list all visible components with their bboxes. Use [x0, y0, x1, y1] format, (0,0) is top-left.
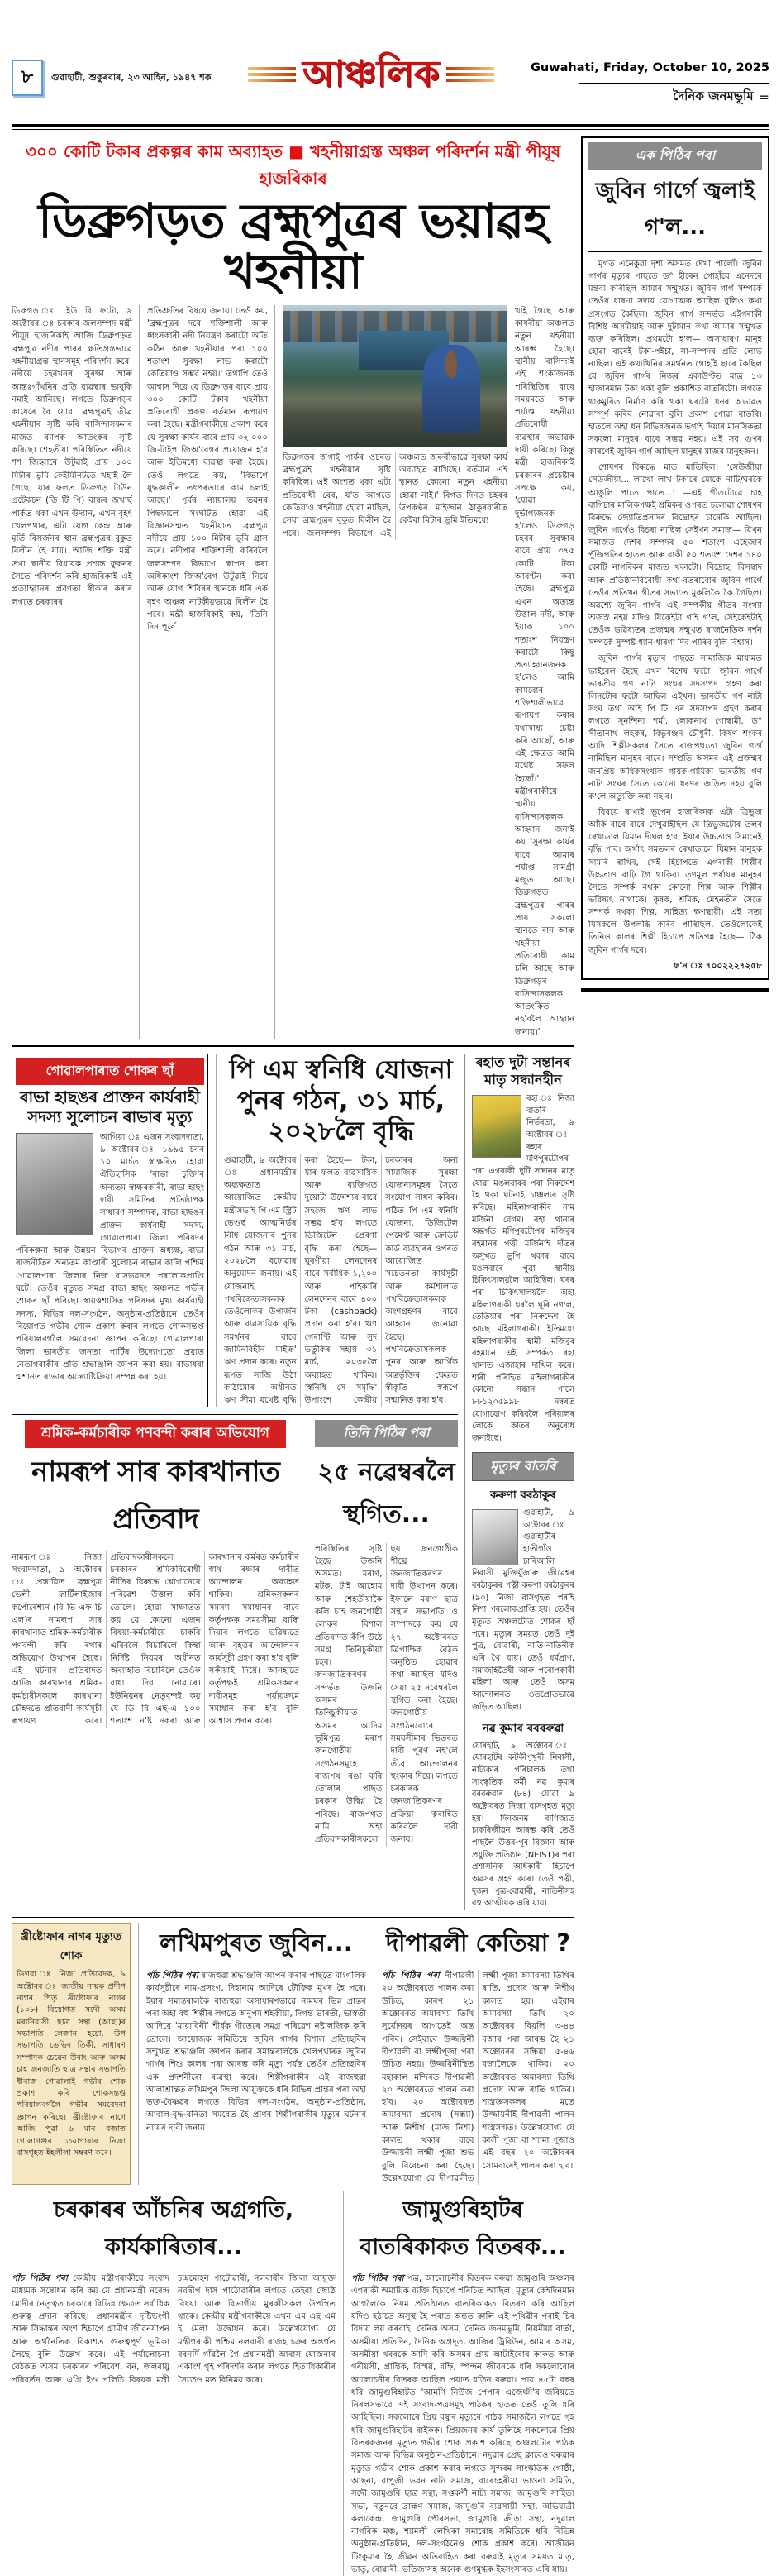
zubeen-band: এক পিঠিৰ পৰা: [588, 142, 762, 170]
sarkar-lead-in: পাঁচ পিঠিৰ পৰা: [12, 2274, 68, 2284]
rabha-portrait-photo: [16, 1133, 93, 1235]
lead-body-col1: ডিব্ৰুগড় ঃ ইউ বি ফটো, ৯ অক্টোবৰ ঃ চৰকাৰ জলসম্পদ মন্ত্ৰী পীযূষ হাজৰিকাই আজি ডিব্ৰুগড়ত ব্ৰহ্মপুত্ৰ নদীৰ পাৰৰ ক্ষতিগ্ৰস্তভাৱে খহনীয়াগ্ৰস্ত স্থানসমূহ পৰিদৰ্শন কৰে। নদীয়ে চহৰখনৰ সুৰক্ষা আৰু আন্তঃগাঁথনিৰ প্ৰতি ব্যৱস্থাৰ ভাবুকি নমাই আনিছে। লগতে ডিব্ৰুগড়ৰ কাষেৰে বৈ যোৱা ব্ৰহ্মপুত্ৰই তীব্ৰ খহনীয়াৰ সৃষ্টি কৰি বাসিন্দাসকলৰ মাজত ব্যাপক আতংকৰ সৃষ্টি কৰিছে। শেহতীয়া পৰিস্থিতিত নদীয়ে শশ জিহ্বাৰে উটুৱাই প্ৰায় ১০০ মিটাৰ ভূমি কেইমিনিটতে খহাই লৈ গৈছে। যাৰ ফলত ডিব্ৰুগড় টাউন প্ৰটেকচন (ডি টি পি) বান্ধৰ জখাৰ্ছ পাৰ্কত থকা এখন উদ্যান, এখন বৃহৎ খেলপথাৰ, এটা যোগ কেন্দ্ৰ আৰু মূৰ্তি বিসৰ্জনৰ স্থান ব্ৰহ্মপুত্ৰৰ বুকুত বিলীন হৈ যায়। আজি শক্তি মন্ত্ৰী তথা স্থানীয় বিধায়ক প্ৰশান্ত ফুকনৰ সৈতে পৰিদৰ্শন কৰি হাজৰিকাই এই প্ৰত্যাহ্বানৰ প্ৰৱণতা স্বীকাৰ কৰাৰ লগতে চৰকাৰৰ: [12, 305, 140, 1039]
zubeen-paragraph-1: মৃগত এনেকুৱা দৃশ্য অসমত দেখা পালোঁ। জুবিন গাৰ্গৰ মৃত্যুৰ পাছতে ড° হীৰেন গোহাঁয়ে এনেদৰে মন্তব্য কৰিছিল আমাৰ সন্মুখত। জুবিন গাৰ্গ সম্পৰ্কে তেওঁৰ ধাৰণা সদায় যোগাত্মক আছিল বুলিও কথা প্ৰসংগত কৈছিল। জুবিন গাৰ্গ সন্দৰ্ভত এইগৰাকী বিশিষ্ট অসমীয়াই আৰু দুটামান কথা আমাৰ সন্মুখত ব্যক্ত কৰিছিল। প্ৰথমটো হ'ল— অসাধাৰণ মানুহ হোৱা বাবেই টকা-পইচা, সা-সম্পদৰ প্ৰতি লোভ নাছিল। এই কথাখিনিৰ সমৰ্থনত গোহাঁই ছাৰে কৈছিল যে জুবিন গাৰ্গৰ নিজৰ একাউণ্টত মাত্ৰ ১৩ হাজাৰমান টকা থকা বুলি প্ৰকাশিত বাতৰিটো। লগতে থাকমুৰিত নিৰ্মাণ কৰি থকা ঘৰটো ধনৰ অভাৱত সম্পূৰ্ণ কৰিব নোৱাৰা বুলি প্ৰকাশ পোৱা বাতৰি। হাতলৈ অহা ধন বিভিন্নজনক ভগাই দিয়াৰ মানসিকতা সকলো মানুহৰ বাবে সম্ভৱ নহয়। এই সব গুণৰ কাৰণেই জুবিন গাৰ্গ আছিল মানুহৰ মাজৰ মানুহজন।: [588, 260, 762, 457]
jamuguri-headline: জামুগুৰিহাটৰ বাতৰিকাকত বিতৰক...: [360, 2197, 566, 2261]
deepavali-lead-in: পাঁচ পিঠিৰ পৰা: [382, 1971, 440, 1981]
zubeen-headline: জুবিন গাৰ্গে জ্বলাই গ'ল...: [588, 174, 762, 252]
logo-lines-left-icon: [248, 67, 296, 82]
newspaper-page: [12, 0, 769, 2576]
pm-body: গুৱাহাটী, ৯ অক্টোবৰ ঃ প্ৰধানমন্ত্ৰীৰ অধ্যক্ষতাত আয়োজিত কেন্দ্ৰীয় মন্ত্ৰীসভাই পি এম স্ট্ৰিট ভেণ্ডৰ্ছ আত্মনিৰ্ভৰ নিধি যোজনাৰ পুনৰ গঠন আৰু ৩১ মাৰ্চ, ২০২৮লৈ বঢ়োৱাৰ অনুমোদন জনায়। এই যোজনাই পথবিক্ৰেতাসকলক তেওঁলোকৰ উপাৰ্জন আৰু ব্যৱসায়িক বৃদ্ধি সমৰ্থনৰ বাবে জামিনবিহীন মাইক্ৰ' ঋণ প্ৰদান কৰে। নতুন ৰূপত সাজি উঠা কাঠামোৰ অধীনত ঋণ সীমা যথেষ্ট বৃদ্ধি কৰা হৈছে— টকা, যাৰ ফলত ব্যৱসায়িক আৰু ব্যক্তিগত দুয়োটা উদ্দেশ্যৰ বাবে সহজে ঋণ লাভ সম্ভৱ হ'ব। লগতে ডিজিটেল প্ৰেৰণা বৃদ্ধি কৰা হৈছে— ঘূৰণীয়া লেনদেনৰ বাবে সৰ্বাধিক ১,২০০ আৰু পাইকাৰি লেনদেনৰ বাবে ৪০০ টকা (cashback) প্ৰদান কৰা হ'ব। ঋণ গেৰাণ্টি আৰু সুদ ভৰ্তুকিৰ সহায় ৩১ মাৰ্চ, ২০৩৫লৈ অব্যাহত থাকিব। 'স্বনিধি সে সমৃদ্ধি' উপাংশে কেন্দ্ৰীয় চৰকাৰৰ অন্য সামাজিক সুৰক্ষা যোজনাসমূহৰ সৈতে সংযোগ সাধন কৰিব। গঠিত পি এম স্বনিধি যোজনা, ডিজিটেল পেমেণ্ট আৰু ক্ৰেডিট কাৰ্ড ব্যৱহাৰৰ ওপৰত আয়োজিত সচেতনতা কাৰ্যসূচী আৰু কৰ্মশালাত পথবিক্ৰেতাসকলক অংশগ্ৰহণৰ বাবে আহ্বান জনোৱা হৈছে। পথবিক্ৰেতাসকলক পুনৰ আৰু আৰ্থিক অন্তৰ্ভুক্তিৰ ক্ষেত্ৰত স্বীকৃতি স্বৰূপে সন্মানিত কৰা হ'ব।: [224, 1155, 458, 1406]
christopher-headline: খ্ৰীষ্টোফাৰ নাগৰ মৃত্যুত শোক: [20, 1930, 122, 1963]
bottom-rule: [581, 988, 769, 996]
lakhimpur-headline: লখিমপুৰত জুবিন...: [160, 1928, 353, 1957]
section-logo: [248, 48, 494, 93]
article-sarkar: [12, 2191, 336, 2576]
article-karuna: [472, 1486, 574, 1714]
karuna-name: কৰুণা বৰঠাকুৰ: [490, 1488, 556, 1502]
page-number-box: [12, 60, 43, 96]
lead-photo: [283, 305, 507, 447]
lakhimpur-body: ৰাজহুৱা শ্ৰদ্ধাঞ্জলি আপন কৰাৰ পাছতে মাংগলিক কাৰ্যসূচীৰে নাম-প্ৰসংগ, দিহানাম আদিৰে টৌফিক মুখৰ হৈ পৰে। ইয়াৰ সমান্তৰালকৈ ৰাজহুৱা অসাধাৰণভাৱে নামঘৰ ভিন্ন প্ৰান্তৰ পৰা অহা বহু শিল্পীৰ লগতে অনুপম শইকীয়া, দিগন্ত ভাৰতী, ভাস্বতী আদিয়ে 'মায়াবিনী' শীৰ্ষক গীতেৰে সমগ্ৰ পৰিৱেশ নষ্টালজিক কৰি তোলে। আয়োজক সমিতিয়ে জুবিন গাৰ্গৰ বিশাল প্ৰতিচ্ছবিৰ সন্মুখত শ্ৰদ্ধাঞ্জলি জ্ঞাপন কৰাৰ সমান্তৰালকৈ খেলপথাৰত জুবিন গাৰ্গৰ শিশু কালৰ পৰা আৰম্ভ কৰি মৃত্যু পৰ্যন্ত তেওঁৰ প্ৰতিচ্ছবিৰ এক প্ৰদৰ্শনীৰো ব্যৱস্থা কৰে। শিল্পীগৰাকীৰ এই ৰাজহুৱা আলাশ্ৰান্তত লখিমপুৰ জিলা আয়ুক্তকে ধৰি বিভিন্ন প্ৰান্তৰ পৰা অহা ভক্ত-বৈষ্ণৱৰ লগতে বিভিন্ন দল-সংগঠন, অনুষ্ঠান-প্ৰতিষ্ঠান, আবাল-বৃদ্ধ-বনিতা সমবেত হৈ প্ৰাণৰ শিল্পীগৰাকীৰ মৃত্যুৰ ঘটনাৰ ন্যায়ৰ দাবী জনায়।: [146, 1971, 366, 2133]
karuna-body: গুৱাহাটী, ৯ অক্টোবৰ ঃ গুৱাহাটীৰ হাতীগাঁও চাৰিআলি নিবাসী মুক্তিযুঁজাৰু জীৱেশ্বৰ বৰঠাকুৰৰ পত্নী কৰুণা বৰঠাকুৰৰ (৯০) নিজা বাসগৃহত পৰহি নিশা পৰলোকপ্ৰাপ্তি হয়। তেওঁৰ মৃত্যুত অঞ্চলটোত শোকৰ ছাঁ পৰে। মৃত্যুৰ সময়ত তেওঁ দুই পুত্ৰ, বোৱাৰী, নাতি-নাতিনীক এৰি থৈ যায়। তেওঁ ধৰ্মপ্ৰাণ, সমাজহিতৈষী আৰু পৰোপকাৰী মহিলা আৰু তেওঁ অসম আন্দোলনত ওতপ্ৰোতভাৱে জড়িত আছিল।: [472, 1508, 574, 1712]
raha-body: ৰহা ঃ নিজা বাতৰি নিৰ্ভৰতা, ৯ অক্টোবৰ ঃ ৰহাৰ মণিপুৰটোপৰ পৰা এগৰাকী দুটি সন্তানৰ মাতৃ যোৱা মঙলবাৰৰ পৰা নিৰুদ্দেশ হৈ থকা ঘটনাই চাঞ্চল্যৰ সৃষ্টি কৰিছে। মহিলাগৰাকীৰ নাম মৰ্জিনা বেগম। ৰহা থানাৰ অন্তৰ্গত মণিপুৰটোপৰ মজিবুৰ ৰহমানৰ পত্নী মৰ্জিনাই দাঁতৰ অসুখত ভুগি থকাৰ বাবে মঙলবাৰে পুৱা স্থানীয় চিকিৎসালয়লৈ আহিছিল। ঘৰৰ পৰা চিকিৎসালয়লৈ অহা মহিলাগৰাকী ঘৰলৈ ঘূৰি নগ'ল, তেতিয়াৰ পৰা নিৰুদ্দেশ হৈ আছে মহিলাগৰাকী। ইতিমধ্যে মহিলাগৰাকীৰ স্বামী মজিবুৰ ৰহমানে এই সম্পৰ্কত ৰহা থানাত এজাহাৰ দাখিল কৰে। শাৰী পৰিহিত মহিলাগৰাকীৰ কোনো সন্ধান পালে ৮৮১২০৫৯৯৮ নম্বৰত যোগাযোগ কৰিবলৈ পৰিয়ালৰ লোকে কাতৰ অনুৰোধ জনাইছে।: [472, 1093, 574, 1444]
page-number: ৮: [21, 66, 34, 88]
column-right-rail: [581, 136, 769, 2576]
zubeen-paragraph-3: জুবিন গাৰ্গৰ মৃত্যুৰ পাছতে সামাজিক মাধ্যমত ভাইৰেল হৈছে এখন বিশেষ ফটো। জুবিন গাৰ্গে ভাৰতীয় গণ নাট্য সংঘৰ সদস্যপদ গ্ৰহণ কৰা লিনটোৰ ফটো আছিল এইখন। ভাৰতীয় গণ নাট্য সংঘ তথা আই পি টি এৰ সদস্যপদ গ্ৰহণ কৰাৰ লগতে সুনন্দিনা শৰ্মা, লোকনাথ গোস্বামী, ড° সীতানাথ লহকৰ, বিভুৰঞ্জন চৌধুৰী, কিষণ শংকৰ আদি শিল্পীসকলৰ সৈতে ৰাজপথতো জুবিন গাৰ্গ নামিছিল মানুহৰ বাবে। সম্প্ৰতি অসমৰ এই প্ৰজন্মৰ জনপ্ৰিয় অধিকসংখ্যক গায়ক-গায়িকা ভাৰতীয় গণ নাট্য সংঘৰ সৈতে কোনো ধৰণৰ জড়িত নহয় বুলি ক'লে অত্যুক্তি কৰা নহ'ব।: [588, 654, 762, 801]
article-nov25: [307, 1420, 458, 1847]
rabha-headline: ৰাভা হাছঙৰ প্ৰাক্তন কাৰ্যবাহী সদস্য সুলোচন ৰাভাৰ মৃত্যু: [19, 1088, 201, 1126]
minister-pointing-figure: [422, 345, 481, 433]
article-namrup: [12, 1420, 299, 1847]
article-jamuguri: [343, 2191, 574, 2576]
zubeen-paragraph-2: শোষণৰ বিৰুদ্ধে মাত মাতিছিল। 'সেউজীয়া সেউজীয়া... লাখো লাখ টকাৰে মোকে নাটি/ঘৰকৈ আঙুলি পাতে পাতে...' —এই গীতটোৱে চাহ বাগিচাৰ মালিকপক্ষই শ্ৰমিকৰ ওপৰত চলোৱা শোষণৰ বিৰুদ্ধে জ্যোতিপ্ৰসাদৰ বিদ্ৰোহৰ চানেকি আছিল। জুবিন গাৰ্গেও বিচৰা নাছিল সেইখন সমাজ— যিখন সমাজত দেশৰ সম্পদৰ ৫০ শতাংশ এহেজাৰ পুঁজিপতিৰ হাতত আৰু বাকী ৫০ শতাংশ দেশৰ ১৪০ কোটি নাগৰিকৰ মাজত থকাটো। বিদ্ৰোহ, বিসম্বাদ আৰু প্ৰতিষ্ঠানবিৰোধী কথা-বতৰাবোৰ জুবিন গাৰ্গে তেওঁৰ প্ৰতিখন গীতৰ সভাতে মুকলিকৈ কৈ গৈছিল। অৱশ্যে জুবিন গাৰ্গৰ এই সম্পৰ্কীয় গীতৰ সংখ্যা অজস্ৰ নহয় যদিও যিকেইটা গাই গ'ল, সেইকেইটাই তেওঁক ভৱিষ্যতৰ প্ৰজন্মৰ সন্মুখত ৰাজনৈতিক দৰ্শন সম্পৰ্কে সুস্পষ্ট ধ্যান-ধাৰণা দিব পাৰিব বুলি বিশ্বাস।: [588, 463, 762, 648]
article-raha: [472, 1054, 574, 1446]
deepavali-body: দীপাৱলী ২০ অক্টোবৰতে পালন কৰা উচিত, কাৰণ ২১ অক্টোবৰত অমাবস্যা তিথি সূৰ্যোদয়ৰ আগতেই অন্ত পৰিব। সেইবাবে উজ্জয়িনী দীপাৱলী বা লক্ষ্মীপূজা পৰা উচিত নহয়। উজ্জয়িনীস্থিত মহাকাল মন্দিৰত দীপাৱলী ২০ অক্টোবৰতে পালন কৰা হ'ব। ২০ অক্টোবৰত অমাবস্যা প্ৰদোষ (সন্ধ্যা) আৰু নিশীথ (মাজ নিশা) কালত থকাৰ বাবে উজ্জয়িনী লক্ষ্মী পূজা শুভ বুলি বিবেচনা কৰা হৈছে। উল্লেখযোগ্য যে দীপাৱলীত লক্ষ্মী পূজা অমাবস্যা তিথিৰ ৰাতি, প্ৰদোষ আৰু নিশীথ কালত হয়। এইবাৰ অমাবস্যা তিথি ২০ অক্টোবৰৰ বিয়লি ৩-৪৪ বজাৰ পৰা আৰম্ভ হৈ ২১ অক্টোবৰৰ সন্ধিয়া ৫-৪৬ বজালৈকে থাকিব। ২০ অক্টোবৰত অমাবস্যা তিথি প্ৰদোষ আৰু ৰাতি থাকিব। শাস্ত্ৰজ্ঞসকলৰ মতে উজ্জয়িনীই দীপাৱলী পালন শাস্ত্ৰসন্মত। উল্লেখযোগ্য যে কালী পূজা বা শ্যামা পূজাও এই বছৰ ২০ অক্টোবৰৰ সোমবাৰেই পালন কৰা হ'ব।: [382, 1971, 574, 2183]
nov25-band: তিনি পিঠিৰ পৰা: [315, 1420, 458, 1447]
masthead: ৮ গুৱাহাটী, শুকুৰবাৰ, ২৩ আহিন, ১৯৪৭ শক আঞ্চলিক Guwahati, Friday, October 10, 2025 দৈনিক জনমভূমি =: [12, 48, 769, 124]
namrup-body: নামৰূপ ঃ নিজা সংবাদদাতা, ৯ অক্টোবৰ ঃ প্ৰস্তাৱিত ব্ৰহ্মপুত্ৰ ভেলী ফাৰ্টিলাইজাৰ কৰ্পোৰেশ্যন (বি ভি এফ চি এল)ৰ নামৰূপ সাৰ কাৰখানাত শ্ৰমিক-কৰ্মচাৰীক পণবন্দী কৰি ৰখাৰ অভিযোগ উত্থাপন হৈছে। এই ঘটনাৰ প্ৰতিবাদত আজি কাৰখানাৰ শ্ৰমিক-কৰ্মচাৰীসকলে কাৰখানা চৌহদতে প্ৰতিবাদী কাৰ্যসূচী ৰূপায়ণ কৰে। প্ৰতিবাদকাৰীসকলে চৰকাৰৰ শ্ৰমিকবিৰোধী নীতিৰ বিৰুদ্ধে শ্লোগানেৰে পৰিৱেশ উত্তাল কৰি তোলে। হোৱা সাক্ষাতত কয় যে কোনো এজন বিষয়া-কৰ্মচাৰীয়ে চাকৰি এৰিবলৈ বিচাৰিলে কিম্বা নিৰ্দিষ্ট নিয়মৰ অধীনত অব্যাহতি বিচাৰিলে তেওঁক বাধা দিব নোৱাৰে। ইউনিয়নৰ নেতৃবৃন্দই কয় যে ডি বি এছ-এ ১০০ শতাংশ ন'ষ্ট নকৰা আৰু কাৰখানাৰ কৰ্মৰত কৰ্মচাৰীৰ স্বাৰ্থ ৰক্ষাৰ দাবীত আন্দোলন অব্যাহত থাকিব। শ্ৰমিকসকলৰ সমস্যা সমাধানৰ বাবে কৰ্তৃপক্ষক সময়সীমা বান্ধি দিয়াৰ লগতে ভৱিষ্যতে আৰু বৃহত্তৰ আন্দোলনৰ কাৰ্যসূচী গ্ৰহণ কৰা হ'ব বুলি সকীয়াই দিয়ে। আনহাতে কৰ্তৃপক্ষই শ্ৰমিকসকলৰ দাবীসমূহ পৰ্যায়ক্ৰমে সমাধান কৰা হ'ব বুলি আশ্বাস প্ৰদান কৰে।: [12, 1552, 299, 1727]
zubeen-paragraph-4: বিষয়ে ৰাখাই ভূপেন হাজৰিকাক এটা ত্ৰিভুজ আঁকি বাৰে বাৰে দেখুৱাইছিল যে ত্ৰিভুজটোৰ তলৰ ৰেখাডাল যিমান দীঘল হ'ব, ইয়াৰ উচ্চতাও সিমানেই বৃদ্ধি পাব। অৰ্থাৎ সমতলৰ ৰেখাডালে যিমান মানুহক সামৰি ৰাখিব, সেই হিচাপতে এগৰাকী শিল্পীৰ উচ্চতাও বাঢ়ি গৈ থাকিব। তৃণমূল পৰ্যায়ৰ মানুহৰ সৈতে সম্পৰ্ক নথকা কোনো শিল্প আৰু শিল্পীৰ ভৱিষ্যৎ নাথাকে। কৃষক, শ্ৰমিক, মেহনতীৰ সৈতে সম্পৰ্ক নথকা শিল্প, সাহিত্য ক্ষণস্থায়ী। এই সত্য যিসকলে উপলব্ধি কৰিব পাৰিছিল, তেওঁলোকেই তিনিও কালৰ শিল্পী হিচাপে প্ৰতিপন্ন হৈছে— ঠিক জুবিন গাৰ্গৰ দৰে।: [588, 808, 762, 955]
paper-name: দৈনিক জনমভূমি: [673, 88, 754, 103]
article-nav-kumar: [472, 1719, 574, 1911]
column-deaths: [464, 1054, 574, 1910]
raha-woman-photo: [472, 1095, 521, 1158]
nav-kumar-name: নৱ কুমাৰ বৰবৰুৱা: [482, 1721, 564, 1735]
lakhimpur-lead-in: পাঁচ পিঠিৰ পৰা: [146, 1971, 198, 1981]
article-christopher: [12, 1923, 131, 2185]
lead-kicker: ৩০০ কোটি টকাৰ প্ৰকল্পৰ কাম অব্যাহত ■ খহনীয়াগ্ৰস্ত অঞ্চল পৰিদৰ্শন মন্ত্ৰী পীযূষ হাজৰিকাৰ: [25, 141, 561, 189]
date-assamese: গুৱাহাটী, শুকুৰবাৰ, ২৩ আহিন, ১৯৪৭ শক: [51, 71, 212, 83]
article-rabha: [12, 1054, 208, 1407]
lead-body-col3: খহি গৈছে আৰু কাষৰীয়া অঞ্চলত নতুন খহনীয়া আৰম্ভ হৈছে। স্থানীয় বাসিন্দাই এই শংকাজনক পৰিস্থিতিৰ বাবে সময়মতে আৰু পৰ্যাপ্ত খহনীয়া প্ৰতিৰোধী ব্যৱস্থাৰ অভাৱক দায়ী কৰিছে। কিন্তু মন্ত্ৰী হাজৰিকাই চৰকাৰৰ প্ৰচেষ্টাৰ সপক্ষে কয়, 'যোৱা দুৰ্ভাগ্যজনক হ'লেও ডিব্ৰুগড় চহৰৰ সুৰক্ষাৰ বাবে প্ৰায় ৩৭৫ কোটি টকা আবণ্টন কৰা হৈছে। ব্ৰহ্মপুত্ৰ এখন অত্যন্ত উত্তাল নদী, আৰু ইয়াক ১০০ শতাংশ নিয়ন্ত্ৰণ কৰাটো কিছু প্ৰত্যাহ্বানজনক হ'লেও আমি কামবোৰ শক্তিশালীভাৱে ৰূপায়ণ কৰাৰ যথাসাধ্য চেষ্টা কৰি আছোঁ, আৰু এই ক্ষেত্ৰত আমি যথেষ্ট সফল হৈছোঁ।' মন্ত্ৰীগৰাকীয়ে স্থানীয় বাসিন্দাসকলক আহ্বান জনাই কয় 'সুৰক্ষা কাৰ্যৰ বাবে আমাৰ পৰ্যাপ্ত সামগ্ৰী মজুত আছে। ডিব্ৰুগড়ত ব্ৰহ্মপুত্ৰৰ পাৰৰ প্ৰায় সকলো স্থানতে বান আৰু খহনীয়া প্ৰতিৰোধী কাম চলি আছে আৰু ডিব্ৰুগড়ৰ বাসিন্দাসকলক আতংকিত নহ'বলৈ আহ্বান জনায়।': [515, 306, 574, 1037]
jamuguri-body: পত্ৰ, আলোচনীৰ বিতৰক বৰুৱা জামুগুৰি অঞ্চলৰ এগৰাকী অমায়িক ব্যক্তি হিচাপে পৰিচিত আছিল। মৃত্যুৰ কেইদিনমান আগলৈকে নিয়ম প্ৰতিষ্ঠানত বাতৰিকাকত বিতৰণ কৰি আছিল যদিও হঠাতে অসুস্থ হৈ পৰাত অন্তত কালি এই পৃথিৱীৰ পৰাই চিৰ বিদায় লয় কৰবাই। দৈনিক অসম, দৈনিক জনমভূমি, নিয়মীয়া বাৰ্তা, অসমীয়া প্ৰতিদিন, দৈনিক অগ্ৰদূত, আজিৰ ট্ৰিবিউন, আমাৰ অসম, অসমীয়া খবৰকে আদি কৰি অসমৰ প্ৰায় আটাইবোৰ কাকত আৰু গৰীয়সী, প্ৰান্তিক, বিস্ময়, বহ্নি, স্পন্দন জীৱনকে ধৰি সকলোবোৰ আলোচনীৰ বিতৰক আছিল প্ৰয়াত যতিন বৰুৱা। প্ৰায় ৪৫টা বছৰ ধৰি জামুগুৰিহাটত 'আমণি নিউজ পেপাৰ এজেঞ্চী'ৰ জৰিয়তে নিৰলসভাৱে এই সংবাদ-পত্ৰসমূহ পাঠকৰ হাতত তেওঁ তুলি ধৰি আহিছিল। সকলোৰে প্ৰিয় বন্ধুৰ মৃত্যুৰে পাঠক সমাজলৈ লগতে গৃহ ধৰি জামুগুৰিহাটৰ বাইকক। প্ৰিয়জনৰ কাৰ্য তুলিহে সকলোৱে প্ৰিয় বিতৰকজনৰ মৃত্যুত গভীৰ শোক প্ৰকাশ কৰিছে অঞ্চলটোৰ পাঠক সমাজ আৰু বিভিন্ন অনুষ্ঠান-প্ৰতিষ্ঠানে। নদুৱাৰ প্ৰেছ ক্লাবেও বৰুৱাৰ মৃত্যুত গভীৰ শোক প্ৰকাশ কৰাৰ লগতে সুন্দৰম সাংস্কৃতিক গোষ্ঠী, আছনা, বাপুজী ভৱন নাট্য সমাজ, বাৰেচহৰীয়া ভাওনা সমিতি, সদৌ জামুগুৰি ছাত্ৰ সন্থা, সপ্তকৰ্ণী নাট্য সমাজ, জামুগুৰি সাহিত্য সভা, নতুনবে ব্ৰাহ্মণ সমাজ, জামুগুৰি ব্যৱসায়ী সন্থা, অভিযাত্ৰী কলাকেন্দ্ৰ, জামুগুৰি পৌৰসভা, জামুগুৰি ক্ৰীড়া সন্থা, নদুৱাল নাগৰিক মঞ্চ, শ্যামলী লেখিকা সমাৰোহ সমিতিকে ধৰি বিভিন্ন অনুষ্ঠান-প্ৰতিষ্ঠান, দল-সংগঠনেও শোক প্ৰকাশ কৰে। আজীৱন টিংকুমাৰ হৈ জীৱন অতিবাহিত কৰা বৰুৱাই মৃত্যুৰ সময়ত মাতৃ, ভাতৃ, বোৱাৰী, ভতিজাসহ অনেক গুণমুগ্ধক ইহসংসাৰত এৰি যায়।: [351, 2274, 574, 2574]
section-logo-text: আঞ্চলিক: [302, 53, 440, 95]
article-lakhimpur: [138, 1923, 366, 2185]
karuna-portrait-photo: [472, 1509, 518, 1565]
namrup-kicker: শ্ৰমিক-কৰ্মচাৰীক পণবন্দী কৰাৰ অভিযোগ: [25, 1420, 285, 1448]
article-zubeen: [581, 136, 769, 980]
lead-body-under-photo: ডিব্ৰুগড়ৰ জগাই পাৰ্কৰ ওচৰত ব্ৰহ্মপুত্ৰই খহনীয়াৰ সৃষ্টি কৰিছিল। এই অংশত থকা এটা প্ৰতিৰোধী বেৰ, য'ত আগতে কেতিয়াও খহনীয়া হোৱা নাছিল, সেয়া ব্ৰহ্মপুত্ৰৰ বুকুত বিলীন হৈ পৰে। জলসম্পদ বিভাগে এই অঞ্চলত জৰুৰীভাৱে সুৰক্ষা কাৰ্য অব্যাহত ৰাখিছে। বৰ্তমান এই স্থানত কোনো নতুন খহনীয়া হোৱা নাই।' বিগত দিনত চহৰৰ উপকণ্ঠৰ মাইজান ঠাকুৰবাৰীত কেইবা মিটাৰ ভূমি ইতিমধ্যে: [283, 452, 507, 538]
date-english: Guwahati, Friday, October 10, 2025: [530, 61, 769, 74]
pm-headline: পি এম স্বনিধি যোজনা পুনৰ গঠন, ৩১ মাৰ্চ, ২০২৮লৈ বৃদ্ধি: [229, 1055, 453, 1147]
zubeen-phone: ফ'ন ঃ ৭০০২২২৭২৫৮: [673, 960, 762, 971]
jamuguri-lead-in: পাঁচ পিঠিৰ পৰা: [351, 2274, 404, 2284]
sarkar-headline: চৰকাৰৰ আঁচনিৰ অগ্ৰগতি, কাৰ্যকাৰিতাৰ...: [53, 2197, 294, 2261]
sarkar-body: কেন্দ্ৰীয় মন্ত্ৰীগৰাকীয়ে সংবাদ মাধ্যমক সম্বোধন কৰি কয় যে প্ৰধানমন্ত্ৰী নৰেন্দ্ৰ মোদীৰ নেতৃত্বত চৰকাৰে বিভিন্ন ক্ষেত্ৰত সৰ্বাধিক গুৰুত্ব প্ৰদান কৰিছে। প্ৰধানমন্ত্ৰীৰ দৃষ্টিভংগী আৰু সিদ্ধান্তৰ অংশ হিচাপে গ্ৰামীণ জীৱনযাপন আৰু অৰ্থনৈতিক বিকাশত গুৰুত্বপূৰ্ণ ভূমিকা লৈছে বুলি উল্লেখ কৰে। এই পৰ্যালোচনা বৈঠকত অসম চৰকাৰৰ পৰিৱেশ, বন, জলবায়ু পৰিবৰ্তন আৰু এগ্ৰি ইণ্ড পলিচি বিষয়ক মন্ত্ৰী চন্দ্ৰমোহন পাটোৱাৰী, নলবাৰীৰ জিলা আয়ুক্ত নবদ্বীপ দাস পাঠোৱাৰীৰ লগতে কেইবা জ্যেষ্ঠ বিষয়া আৰু বিভাগীয় মুৰব্বীসকল উপস্থিত থাকে। কেন্দ্ৰীয় মন্ত্ৰীগৰাকীয়ে এখন এম এছ এম ই মেলা উদ্বোধন কৰে। উল্লেখযোগ্য যে মন্ত্ৰীগৰাকী পশ্চিম নলবাৰী ৰাজহ চক্ৰৰ অন্তৰ্গত বৰনৰ্দি গাঁৱলৈ গৈ প্ৰধানমন্ত্ৰী আবাস যোজনাৰ একাংশ গৃহ পৰিদৰ্শন কৰাৰ লগতে হিতাধিকাৰীৰ সৈতেও মত বিনিময় কৰে।: [12, 2274, 336, 2385]
nov25-headline: ২৫ নৱেম্বৰলৈ স্থগিত...: [317, 1457, 455, 1529]
lead-body-col2: প্ৰতিশ্ৰুতিৰ বিষয়ে জনায়। তেওঁ কয়, 'ব্ৰহ্মপুত্ৰৰ দৰে শক্তিশালী আৰু ধ্বংসকাৰী নদী নিয়ন্ত্ৰণ কৰাটো অতি কঠিন আৰু খহনীয়াৰ পৰা ১০০ শতাংশ সুৰক্ষা লাভ কৰাটো কেতিয়াও সম্ভৱ নহয়।' তথাপি তেওঁ আশ্বাস দিয়ে যে ডিব্ৰুগড়ৰ বাবে প্ৰায় ৩০০ কোটি টকাৰ খহনীয়া প্ৰতিৰোধী প্ৰকল্প বৰ্তমান ৰূপায়ণ কৰা হৈছে। মন্ত্ৰীগৰাকীয়ে প্ৰকাশ কৰে যে সুৰক্ষা কাৰ্যৰ বাবে প্ৰায় ৩২,০০০ জি-টাইপ জিঅ'বেগৰ প্ৰয়োজন হ'ব আৰু ইতিমধ্যে ব্যৱস্থা কৰা হৈছে। তেওঁ লগতে কয়, 'বিভাগে যুদ্ধকালীন তৎপৰতাৰে কাম চলাই আছে।' পূৰ্বৰ ন্যায়ালয় ভৱনৰ পিছফালে সংঘটিত হোৱা এই বিজ্ঞানসন্মত খহনীয়াত ব্ৰহ্মপুত্ৰ নদীয়ে প্ৰায় ১০০ মিটাৰ ভূমি গ্ৰাস কৰে। নদীপাৰ শক্তিশালী কৰিবলৈ জলসম্পদ বিভাগে স্থাপন কৰা অধিকাংশ জিঅ'বেগ উটুৱাই নিয়ে আৰু যোগ শিবিৰৰ স্থানকে ধৰি এক বৃহৎ অঞ্চল নাটকীয়ভাৱে বিলীন হৈ পৰে। মন্ত্ৰী হাজৰিকাই কয়, 'তিনি দিন পূৰ্বে: [147, 305, 275, 1039]
deepavali-headline: দীপাৱলী কেতিয়া ?: [385, 1928, 571, 1957]
christopher-body: ডিগবা ঃ নিজা প্ৰতিবেদক, ৯ অক্টোবৰ ঃ জাতীয় নায়ক প্ৰদীপ নাগৰ পিতৃ খ্ৰীষ্টোফাৰ নাগৰ (১০৮) বিয়োগত সদৌ অসম মৰানিবাসী ছাত্ৰ সন্থা (আছা)ৰ সভাপতি লেজান হচো, উপ সভাপতি ডেভিদ তিৰ্কী, সাধাৰণ সম্পাদক চেৱেন উৰাং আৰু অসম চাহ জনজাতি ছাত্ৰ সন্থাৰ সভাপতি ধীৰাজ গোৱালাই গভীৰ শোক প্ৰকাশ কৰি শোকসন্তপ্ত পৰিয়ালবৰ্গলৈ গভীৰ সমবেদনা জ্ঞাপন কৰিছে। খ্ৰীষ্টোফাৰ নাগে আজি পুৱা ৬ মান বজাত গোলাগঞ্জৰ তেয়াপাৰাৰ নিজা বাসগৃহত ইহলীলা সম্বৰণ কৰে।: [17, 1970, 126, 2158]
rabha-body: আগিয়া ঃ এজন সংবাদদাতা, ৯ অক্টোবৰ ঃ ১৯৯৫ চনৰ ১০ মাৰ্চত স্বাক্ষৰিত হোৱা ঐতিহাসিক 'ৰাভা চুক্তি'ৰ অন্যতম স্বাক্ষৰকাৰী, ৰাভা হাছং দাবী সমিতিৰ প্ৰতিষ্ঠাপক সাধাৰণ সম্পাদক, ৰাভা হাছঙৰ প্ৰাক্তন কাৰ্যবাহী সদস্য, গোৱালপাৰা জিলা পৰিষদৰ পৰিকল্পনা আৰু উন্নয়ন বিভাগৰ প্ৰাক্তন অধ্যক্ষ, ৰাভা ৰাজনীতিৰ অন্যতম কাণ্ডাৰী সুলোচন ৰাভাৰ কালি পশ্চিম গোৱালপাৰা জিলাৰ নিজ বাসভৱনত পৰলোকপ্ৰাপ্তি ঘটে। তেওঁৰ মৃত্যুত সমগ্ৰ ৰাভা হাছং অঞ্চলত গভীৰ শোকৰ ছাঁ পৰিছে। স্বায়ত্তশাসিত পৰিষদৰ মুখ্য কাৰ্যবাহী সদস্য, বিভিন্ন দল-সংগঠন, অনুষ্ঠান-প্ৰতিষ্ঠানে তেওঁৰ বিয়োগত গভীৰ শোক প্ৰকাশ কৰাৰ লগতে শোকসন্তপ্ত পৰিয়ালবৰ্গলৈ সমবেদনা জ্ঞাপন কৰিছে। গোৱালপাৰা জিলা ভাৰতীয় জনতা পাৰ্টিৰ উদ্যোগতো প্ৰয়াত নেতাগৰাকীৰ প্ৰতি শ্ৰদ্ধাঞ্জলি জ্ঞাপন কৰা হয়। ৰাভাধৰা শ্মশানত ৰাভাৰ অন্ত্যোষ্টিক্ৰিয়া সম্পন্ন কৰা হয়।: [16, 1132, 204, 1383]
masthead-rule: [12, 124, 769, 130]
lead-headline: ডিব্ৰুগড়ত ব্ৰহ্মপুত্ৰৰ ভয়াৱহ খহনীয়া: [38, 193, 548, 299]
deaths-band: মৃত্যুৰ বাতৰি: [472, 1452, 574, 1481]
raha-headline: ৰহাত দুটা সন্তানৰ মাতৃ সন্ধানহীন: [475, 1054, 571, 1088]
rabha-band: গোৱালপাৰাত শোকৰ ছাঁ: [16, 1058, 204, 1085]
article-deepavali: [374, 1923, 574, 2185]
logo-lines-right-icon: [446, 67, 494, 82]
article-lead: [12, 140, 574, 1047]
namrup-headline: নামৰূপ সাৰ কাৰখানাত প্ৰতিবাদ: [31, 1455, 279, 1536]
nav-kumar-body: যোৰহাট, ৯ অক্টোবৰ ঃ যোৰহাটৰ কটকীপুখুৰী নিবাসী, নাট্যকাৰ পৰিচালক তথা সাংস্কৃতিক কৰ্মী নৱ কুমাৰ বৰবৰুৱাৰ (৮৪) যোৱা ৯ অক্টোবৰত নিজা বাসগৃহত মৃত্যু হয়। দিনজনম বাণিজ্যত চাকৰিজীৱন আৰম্ভ কৰি তেওঁ পাছলৈ উত্তৰ-পূব বিজ্ঞান আৰু প্ৰযুক্তি প্ৰতিষ্ঠান (NEIST)ৰ পৰা প্ৰশাসনিক অধিকাৰী হিচাপে অৱসৰ গ্ৰহণ কৰে। তেওঁ পত্নী, দুজন পুত্ৰ-বোৱাৰী, নাতিনীসহ বহু আত্মীয়ক এৰি যায়।: [472, 1741, 574, 1909]
article-pm-svanidhi: [216, 1054, 458, 1407]
nov25-body: পৰিস্থিতিৰ সৃষ্টি হৈছে উজনি অসমত। মৰাণ, মটক, টাই আহোম আৰু শেহতীয়াকৈ কলি চাহ জনগোষ্ঠী লোকৰ বিশাল প্ৰতিবাদত কঁপি উঠে সমগ্ৰ তিনিচুকীয়া চহৰ। জনজাতিকৰণৰ সন্দৰ্ভত উজনি অসমৰ তিনিচুকীয়াত অসমৰ আদিম ভূমিপুত্ৰ মৰাণ জনগোষ্ঠীয় সংগঠনসমূহে ৰাজপথ ৰঙা কৰি তোলাৰ পাছত চৰকাৰ উদ্বিগ্ন হৈ পৰিছে। ৰাজপথত নামি অহা প্ৰতিবাদকাৰীসকলে ছয় জনগোষ্ঠীক শীঘ্ৰে জনজাতিকৰণৰ দাবী উত্থাপন কৰে। ইফালে মৰাণ ছাত্ৰ সন্থাৰ সভাপতি ও সম্পাদকে কয় যে ২৭ অক্টোবৰত ত্ৰিপাক্ষিক বৈঠক অনুষ্ঠিত হোৱাৰ কথা আছিল যদিও সেয়া ২৫ নৱেম্বৰলৈ স্থগিত কৰা হৈছে। জনগোষ্ঠীয় সংগঠনবোৰে সময়সীমাৰ ভিতৰত দাবী পূৰণ নহ'লে তীব্ৰ আন্দোলনৰ হুংকাৰ দিয়ে। লগতে চৰকাৰক জনজাতিকৰণৰ প্ৰক্ৰিয়া ত্বৰান্বিত কৰিবলৈ দাবী জনায়।: [315, 1544, 458, 1845]
